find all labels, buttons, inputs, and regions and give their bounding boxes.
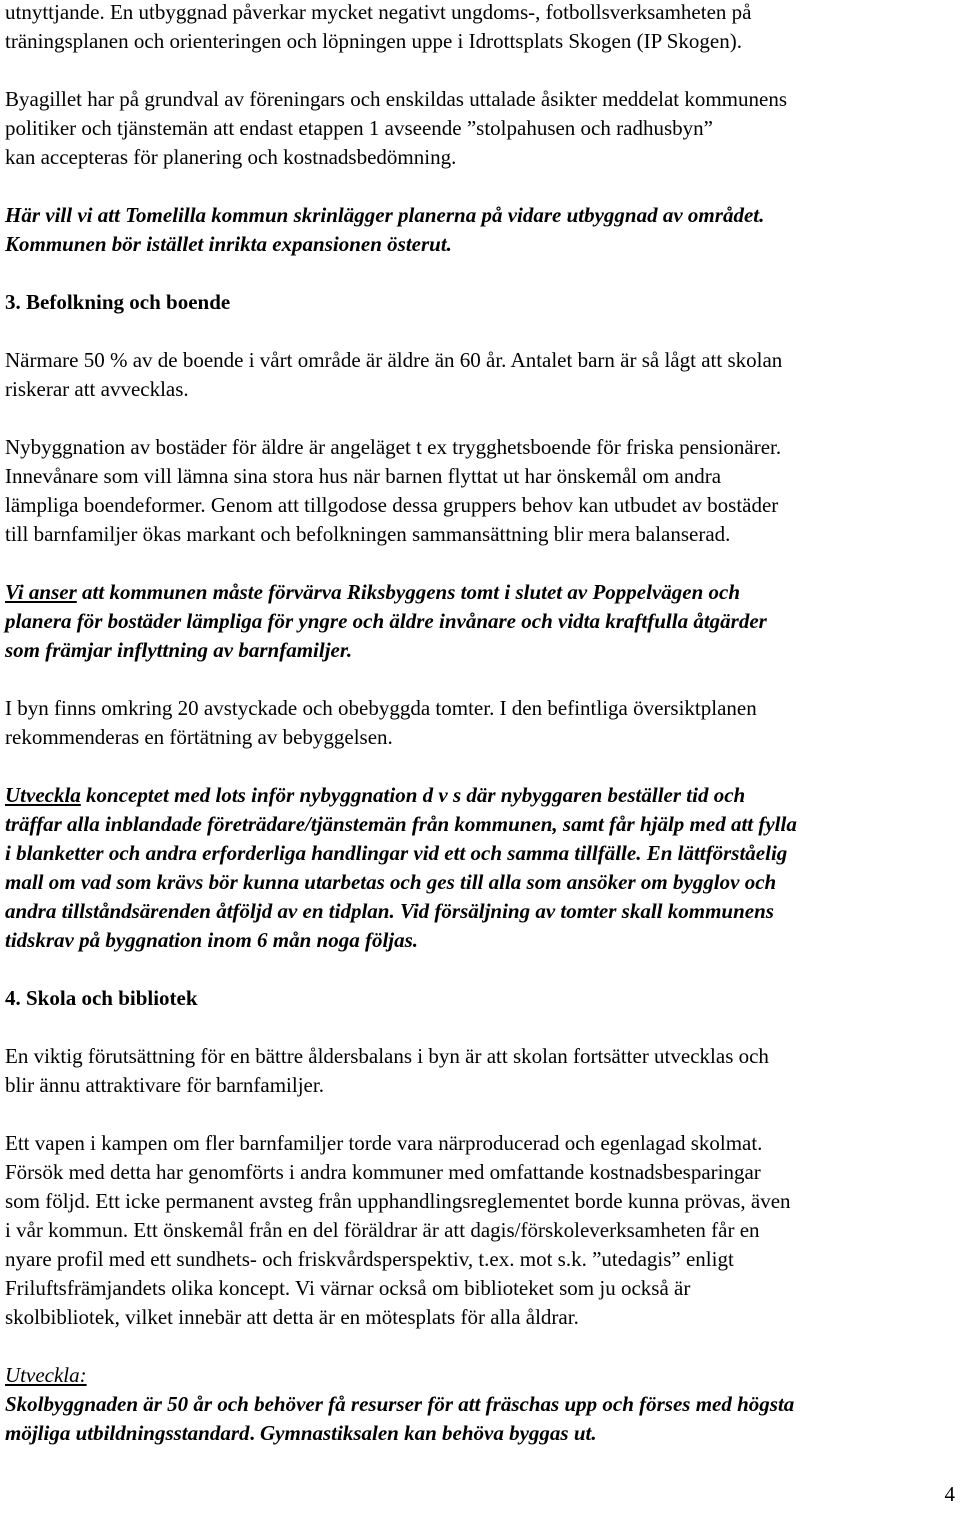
text-line: Innevånare som vill lämna sina stora hus när barnen flyttat ut har önskemål om andra — [5, 464, 722, 488]
text-line: Skolbyggnaden är 50 år och behöver få resurser för att fräschas upp och förses med högsta — [5, 1392, 795, 1416]
emphasis-paragraph — [5, 578, 955, 665]
text-line: I byn finns omkring 20 avstyckade och obebyggda tomter. I den befintliga översiktplanen — [5, 696, 757, 720]
text-line: blir ännu attraktivare för barnfamiljer. — [5, 1073, 324, 1097]
paragraph — [5, 346, 955, 404]
text-line: tidskrav på byggnation inom 6 mån noga följas. — [5, 928, 419, 952]
text-line: kan accepteras för planering och kostnadsbedömning. — [5, 145, 457, 169]
underlined-phrase: Vi anser — [5, 580, 77, 604]
text-line: Kommunen bör istället inrikta expansionen österut. — [5, 232, 452, 256]
text-line: som följd. Ett icke permanent avsteg från upphandlingsreglementet borde kunna prövas, även — [5, 1189, 791, 1213]
text-line: Nybyggnation av bostäder för äldre är angeläget t ex trygghetsboende för friska pensionärer. — [5, 435, 782, 459]
underlined-phrase: Utveckla: — [5, 1363, 87, 1387]
text-line: Ett vapen i kampen om fler barnfamiljer torde vara närproducerad och egenlagad skolmat. — [5, 1131, 763, 1155]
text-line: träffar alla inblandade företrädare/tjänstemän från kommunen, samt får hjälp med att fylla — [5, 812, 797, 836]
text-line: andra tillståndsärenden åtföljd av en tidplan. Vid försäljning av tomter skall kommunens — [5, 899, 774, 923]
text-line: Byagillet har på grundval av föreningars och enskildas uttalade åsikter meddelat kommunens — [5, 87, 788, 111]
text-line: skolbibliotek, vilket innebär att detta är en mötesplats för alla åldrar. — [5, 1305, 579, 1329]
emphasis-paragraph — [5, 201, 955, 259]
text-line: Gymnastiksalen kan behöva byggas ut. — [260, 1421, 597, 1445]
paragraph — [5, 433, 955, 549]
text-line: Närmare 50 % av de boende i vårt område är äldre än 60 år. Antalet barn är så lågt att skolan — [5, 348, 783, 372]
text-line: i blanketter och andra erforderliga handlingar vid ett och samma tillfälle. En lättförståelig — [5, 841, 788, 865]
underlined-phrase: Utveckla — [5, 783, 81, 807]
emphasis-paragraph — [5, 781, 955, 955]
text-line: träningsplanen och orienteringen och löpningen uppe i Idrottsplats Skogen (IP Skogen). — [5, 29, 742, 53]
text-line: Här vill vi att Tomelilla kommun skrinlägger planerna på vidare utbyggnad av området. — [5, 203, 765, 227]
text-line: till barnfamiljer ökas markant och befolkningen sammansättning blir mera balanserad. — [5, 522, 731, 546]
paragraph — [5, 0, 955, 56]
text-line: politiker och tjänstemän att endast etappen 1 avseende ”stolpahusen och radhusbyn” — [5, 116, 713, 140]
text-line: i vår kommun. Ett önskemål från en del föräldrar är att dagis/förskoleverksamheten får en — [5, 1218, 760, 1242]
paragraph — [5, 1129, 955, 1332]
text-line: . — [249, 1421, 260, 1445]
text-line: att kommunen måste förvärva Riksbyggens tomt i slutet av Poppelvägen och — [76, 580, 741, 604]
section-heading: 4. Skola och bibliotek — [5, 986, 198, 1010]
page-number: 4 — [944, 1482, 955, 1506]
text-line: utnyttjande. En utbyggnad påverkar mycket negativt ungdoms-, fotbollsverksamheten på — [5, 0, 752, 24]
text-line: En viktig förutsättning för en bättre åldersbalans i byn är att skolan fortsätter utvecklas och — [5, 1044, 769, 1068]
text-line: lämpliga boendeformer. Genom att tillgodose dessa gruppers behov kan utbudet av bostäder — [5, 493, 779, 517]
text-line: planera för bostäder lämpliga för yngre och äldre invånare och vidta kraftfulla åtgärder — [5, 609, 767, 633]
text-line: mall om vad som krävs bör kunna utarbetas och ges till alla som ansöker om bygglov och — [5, 870, 777, 894]
text-line: som främjar inflyttning av barnfamiljer. — [5, 638, 353, 662]
text-line: möjliga utbildningsstandard — [5, 1421, 250, 1445]
document-page — [5, 0, 955, 1448]
paragraph — [5, 694, 955, 752]
paragraph — [5, 85, 955, 172]
emphasis-paragraph — [5, 1361, 955, 1448]
text-line: nyare profil med ett sundhets- och friskvårdsperspektiv, t.ex. mot s.k. ”utedagis” enligt — [5, 1247, 734, 1271]
text-line: Försök med detta har genomförts i andra kommuner med omfattande kostnadsbesparingar — [5, 1160, 761, 1184]
text-line: rekommenderas en förtätning av bebyggelsen. — [5, 725, 393, 749]
text-line: konceptet med lots inför nybyggnation d v s där nybyggaren beställer tid och — [80, 783, 746, 807]
text-line: riskerar att avvecklas. — [5, 377, 189, 401]
text-line: Friluftsfrämjandets olika koncept. Vi värnar också om biblioteket som ju också är — [5, 1276, 691, 1300]
section-heading: 3. Befolkning och boende — [5, 290, 231, 314]
paragraph — [5, 1042, 955, 1100]
